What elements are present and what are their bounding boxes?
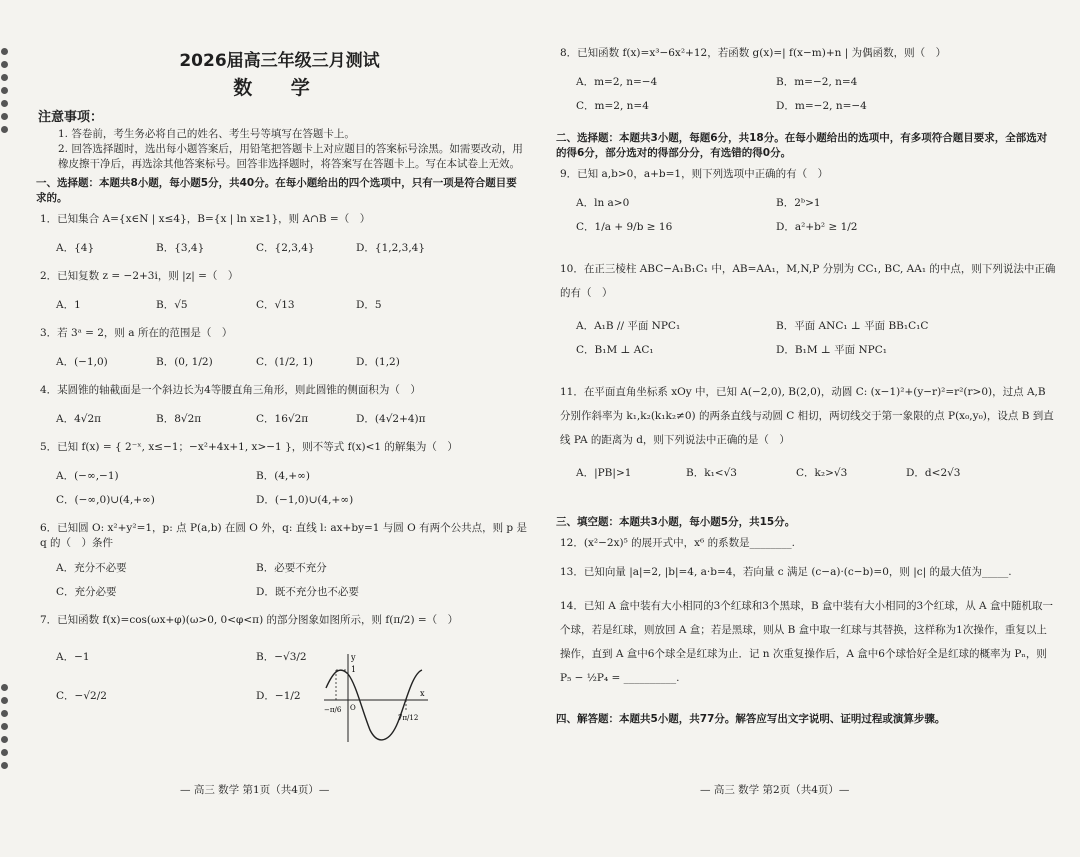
question-1-options [56,241,527,256]
question-3: 3．若 3ᵃ = 2，则 a 所在的范围是（ ） [40,327,233,339]
option: B．(0, 1/2) [156,356,213,368]
question-12: 12．(x²−2x)⁵ 的展开式中，x⁶ 的系数是________. [560,537,795,549]
question-9-options [576,196,1057,244]
axis-label-y: y [351,653,356,662]
option: C．B₁M ⊥ AC₁ [576,344,654,356]
binding-holes-bottom [0,678,12,775]
notice-item: 1. 答卷前，考生务必将自己的姓名、考生号等填写在答题卡上。 [58,128,355,140]
question-4-options [56,412,527,427]
question-5: 5．已知 f(x) = { 2⁻ˣ, x≤−1；−x²+4x+1, x>−1 }，则不等式 f(x)<1 的解集为（ ） [40,441,458,453]
option: D．(1,2) [356,356,400,368]
option: A．ln a>0 [576,197,630,209]
page-footer-right: — 高三 数学 第2页（共4页）— [700,784,850,796]
question-14: 14．已知 A 盒中装有大小相同的3个红球和3个黑球，B 盒中装有大小相同的3个红球，从 A 盒中随机取一个球，若是红球，则放回 A 盒；若是黑球，则从 B 盒中取一红球与其替换，这样称为1次操作，重复以上操作，直到 A 盒中6个球全是红球为止．记 n 次重复操作后，A 盒中6个球恰好全是红球的概率为 Pₙ，则 P₅ − ½P₄ = __________. [560,600,1053,684]
section-two-heading: 二、选择题：本题共3小题，每题6分，共18分。在每小题给出的选项中，有多项符合题目要求，全部选对的得6分，部分选对的得部分分，有选错的得0分。 [556,132,1048,159]
option: A．−1 [56,651,90,663]
option: B．−√3/2 [256,651,307,663]
option: A．{4} [56,242,95,254]
option: D．m=−2, n=−4 [776,100,867,112]
option: B．8√2π [156,413,202,425]
option: D．既不充分也不必要 [256,586,359,598]
option: C．(−∞,0)∪(4,+∞) [56,494,155,506]
option: D．d<2√3 [906,467,961,479]
option: B．{3,4} [156,242,205,254]
axis-label-x: x [420,689,425,698]
option: A．m=2, n=−4 [576,76,658,88]
option: D．(−1,0)∪(4,+∞) [256,494,354,506]
question-6-options [56,561,527,609]
notice-heading: 注意事项： [38,110,104,125]
option: A．(−1,0) [56,356,108,368]
notice-item: 2. 回答选择题时，选出每小题答案后，用铅笔把答题卡上对应题目的答案标号涂黑。如需要改动，用橡皮擦干净后，再选涂其他答案标号。回答非选择题时，将答案写在答题卡上。写在本试卷上无效。 [58,143,523,170]
option: B．√5 [156,299,188,311]
tick-label: 7π/12 [398,714,419,722]
tick-label: 1 [351,665,357,674]
option: A．|PB|>1 [576,467,632,479]
option: A．A₁B // 平面 NPC₁ [576,320,681,332]
option: D．−1/2 [256,690,301,702]
option: D．5 [356,299,382,311]
option: C．(1/2, 1) [256,356,313,368]
question-7-options [56,650,356,713]
option: B．m=−2, n=4 [776,76,858,88]
option: A．4√2π [56,413,102,425]
tick-label: −π/6 [324,706,342,714]
question-8: 8．已知函数 f(x)=x³−6x²+12，若函数 g(x)=| f(x−m)+n | 为偶函数，则（ ） [560,47,947,59]
option: C．√13 [256,299,295,311]
question-2-options [56,298,527,313]
page-1 [32,36,527,726]
option: A．(−∞,−1) [56,470,119,482]
cosine-graph-figure [320,650,432,746]
question-7: 7．已知函数 f(x)=cos(ωx+φ)(ω>0, 0<φ<π) 的部分图象如图所示，则 f(π/2) =（ ） [40,614,459,626]
origin-label: O [350,704,356,712]
section-three-heading: 三、填空题：本题共3小题，每小题5分，共15分。 [556,516,796,528]
question-8-options [576,75,1057,123]
option: D．a²+b² ≥ 1/2 [776,221,858,233]
question-6: 6．已知圆 O: x²+y²=1，p: 点 P(a,b) 在圆 O 外，q: 直线 l: ax+by=1 与圆 O 有两个公共点，则 p 是 q 的（ ）条件 [40,522,527,549]
option: C．m=2, n=4 [576,100,649,112]
option: C．充分必要 [56,586,117,598]
page-footer-left: — 高三 数学 第1页（共4页）— [180,784,330,796]
exam-subject: 数 学 [233,77,326,99]
option: D．{1,2,3,4} [356,242,426,254]
option: C．k₂>√3 [796,467,848,479]
question-10: 10．在正三棱柱 ABC−A₁B₁C₁ 中，AB=AA₁，M,N,P 分别为 CC₁, BC, AA₁ 的中点，则下列说法中正确的有（ ） [560,263,1056,299]
option: C．{2,3,4} [256,242,315,254]
question-9: 9．已知 a,b>0，a+b=1，则下列选项中正确的有（ ） [560,168,829,180]
question-11-options [576,466,1057,481]
section-four-heading: 四、解答题：本题共5小题，共77分。解答应写出文字说明、证明过程或演算步骤。 [556,713,946,725]
option: C．1/a + 9/b ≥ 16 [576,221,673,233]
question-13: 13．已知向量 |a|=2, |b|=4, a·b=4，若向量 c 满足 (c−a)·(c−b)=0，则 |c| 的最大值为_____. [560,566,1012,578]
question-5-options [56,469,527,517]
option: B．必要不充分 [256,562,327,574]
question-2: 2．已知复数 z = −2+3i，则 |z| =（ ） [40,270,239,282]
option: B．平面 ANC₁ ⊥ 平面 BB₁C₁C [776,320,929,332]
option: A．充分不必要 [56,562,127,574]
option: B．2ᵇ>1 [776,197,821,209]
option: B．(4,+∞) [256,470,310,482]
option: C．16√2π [256,413,309,425]
option: D．B₁M ⊥ 平面 NPC₁ [776,344,887,356]
question-11: 11．在平面直角坐标系 xOy 中，已知 A(−2,0), B(2,0)，动圆 C: (x−1)²+(y−r)²=r²(r>0)，过点 A,B 分别作斜率为 k₁,k₂(k₁k₂≠0) 的两条直线与动圆 C 相切，两切线交于第一象限的点 P(x₀,y₀)，设点 B 到直线 PA 的距离为 d，则下列说法中正确的是（ ） [560,386,1054,446]
option: D．(4√2+4)π [356,413,426,425]
cosine-curve [326,670,422,740]
binding-holes [0,42,12,139]
option: A．1 [56,299,81,311]
option: B．k₁<√3 [686,467,737,479]
question-1: 1．已知集合 A={x∈N | x≤4}，B={x | ln x≥1}，则 A∩B =（ ） [40,213,371,225]
question-10-options [576,319,1057,367]
question-3-options [56,355,527,370]
section-one-heading: 一、选择题：本题共8小题，每小题5分，共40分。在每小题给出的四个选项中，只有一项是符合题目要求的。 [36,177,517,204]
question-4: 4．某圆锥的轴截面是一个斜边长为4等腰直角三角形，则此圆锥的侧面积为（ ） [40,384,421,396]
option: C．−√2/2 [56,690,107,702]
page-2 [552,46,1057,733]
exam-title: 2026届高三年级三月测试 [179,51,380,71]
